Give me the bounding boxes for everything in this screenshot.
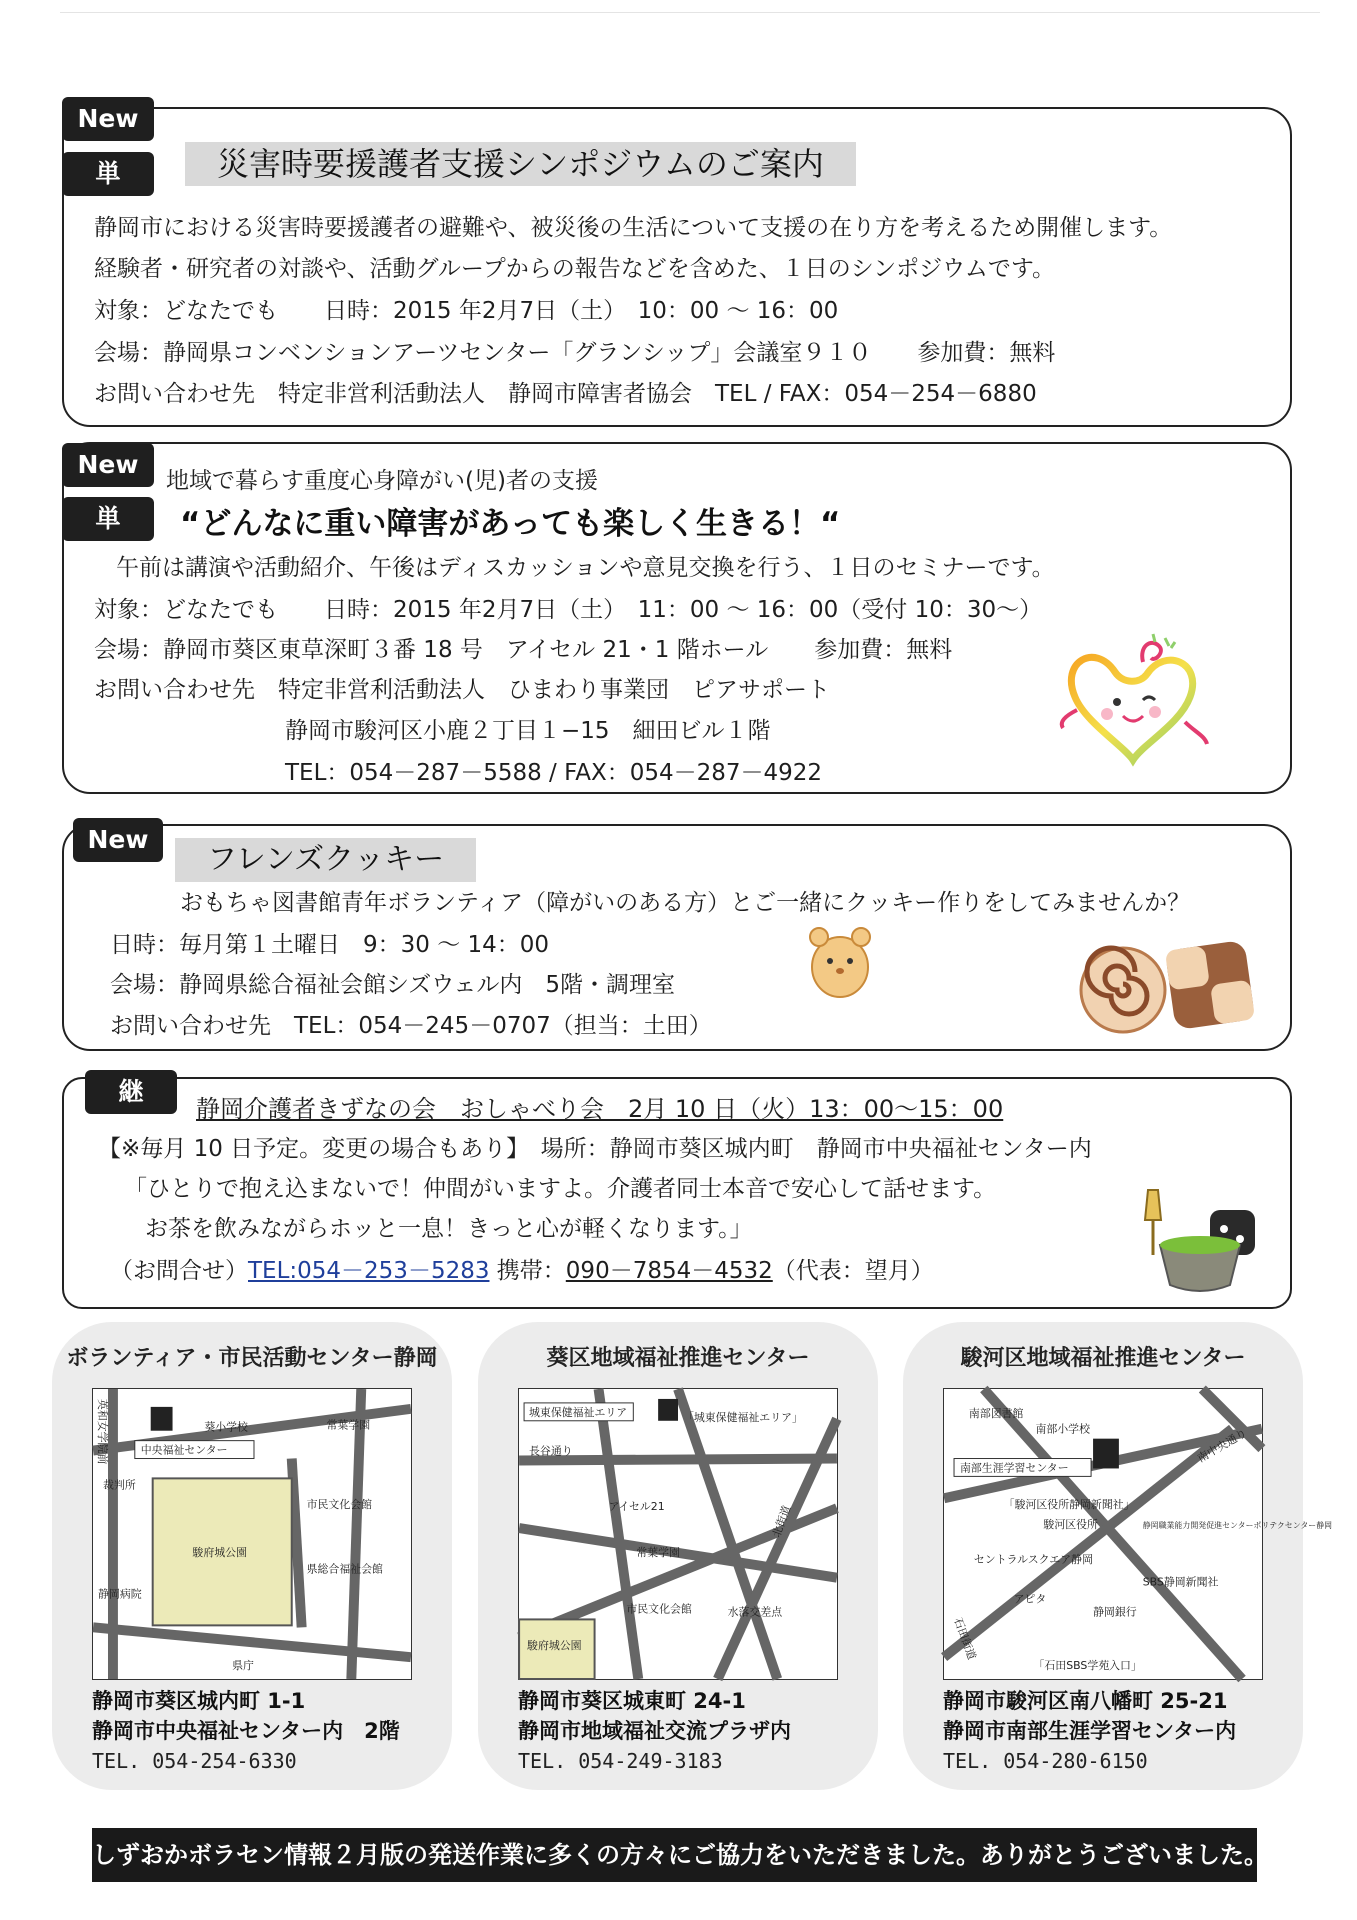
top-rule [60,12,1320,13]
single-event-badge: 単 [62,152,154,196]
map-address-line-2: 静岡市地域福祉交流プラザ内 [518,1719,791,1743]
text-line: 会場：静岡市葵区東草深町３番 18 号 アイセル 21・1 階ホール 参加費：無料 [94,637,953,663]
map-label-area2: 「城東保健福祉エリア」 [682,1410,803,1424]
section-title: 静岡介護者きずなの会 おしゃべり会 2月 10 日（火）13：00～15：00 [196,1095,1004,1123]
footer-thanks-banner: しずおかボラセン情報２月版の発送作業に多くの方々にご協力をいただきました。ありがとうございました。 [92,1828,1257,1882]
map-title: 駿河区地域福祉推進センター [960,1346,1246,1371]
hamster-illustration [805,915,875,1000]
map-card-aoi-center [478,1322,878,1790]
map-label-school: 英和女学院前 [96,1398,110,1465]
text-line: お問い合わせ先 特定非営利活動法人 ひまわり事業団 ピアサポート [94,677,830,703]
text-line: お問い合わせ先 特定非営利活動法人 静岡市障害者協会 TEL / FAX：054－254－6880 [94,381,1037,407]
map-label-court: 裁判所 [103,1478,136,1492]
map-card-suruga-center [903,1322,1333,1790]
map-address-line-2: 静岡市中央福祉センター内 2階 [92,1719,400,1743]
center-building-marker [151,1407,173,1431]
map-label-kencho: 県庁 [232,1659,254,1673]
contact-tel-link[interactable]: TEL:054－253－5283 [248,1258,490,1284]
map-volunteer-center [92,1388,412,1680]
map-address-line-1: 静岡市駿河区南八幡町 25-21 [943,1689,1228,1713]
map-card-volunteer-center [52,1322,452,1790]
text-line: 【※毎月 10 日予定。変更の場合もあり】 場所：静岡市葵区城内町 静岡市中央福祉センター内 [98,1136,1092,1162]
map-label-sbs: SBS静岡新聞社 [1142,1575,1219,1589]
cookies-illustration [1075,930,1265,1040]
map-label-kensogo: 県総合福祉会館 [306,1562,383,1576]
text-line: お問い合わせ先 TEL：054－245－0707（担当：土田） [110,1013,712,1039]
map-address-line-1: 静岡市葵区城東町 24-1 [518,1689,746,1713]
map-aoi-center [518,1388,838,1680]
map-label-nagaya: 長谷通り [529,1444,573,1458]
map-tel: TEL. 054-254-6330 [92,1749,297,1773]
map-label-aicel: アイセル21 [608,1500,665,1514]
map-title: ボランティア・市民活動センター静岡 [66,1346,438,1371]
map-label-polytech: 静岡職業能力開発促進センターポリテクセンター静岡 [1142,1521,1333,1531]
text-line: 経験者・研究者の対談や、活動グループからの報告などを含めた、１日のシンポジウムです。 [94,256,1056,282]
mobile-number: 090－7854－4532 [565,1258,773,1284]
text-line: お茶を飲みながらホッと一息！きっと心が軽くなります。」 [145,1216,753,1242]
map-address-line-2: 静岡市南部生涯学習センター内 [943,1719,1237,1743]
mobile-label: 携帯： [489,1258,566,1284]
map-label-nanbu-center: 南部生涯学習センター [959,1461,1069,1475]
section-title: フレンズクッキー [175,838,476,882]
text-line: 対象：どなたでも 日時：2015 年2月7日（土） 10：00 ～ 16：00 [94,298,839,324]
map-label-central: セントラルスクエア静岡 [973,1552,1093,1566]
map-label-joban: 常葉学園 [636,1545,680,1559]
map-label-bunka: 市民文化会館 [626,1602,692,1616]
map-label-nanbu-lib: 南部図書館 [968,1406,1024,1420]
center-building-marker [658,1399,678,1421]
new-badge: New [62,97,154,141]
map-suruga-center [943,1388,1333,1680]
map-label-bunka: 市民文化会館 [306,1498,373,1512]
contact-prefix: （お問合せ） [110,1258,248,1284]
text-line: 会場：静岡県コンベンションアーツセンター「グランシップ」会議室９１０ 参加費：無料 [94,340,1056,366]
map-label-bus: 「駿河区役所静岡新聞社」 [1003,1498,1135,1512]
text-line: 会場：静岡県総合福祉会館シズウェル内 5階・調理室 [110,972,676,998]
map-tel: TEL. 054-249-3183 [518,1749,723,1773]
map-label-aoi: 葵小学校 [204,1420,248,1434]
map-label-kuyakusho: 駿河区役所 [1043,1518,1098,1532]
map-label-kita: 北街道 [769,1503,794,1539]
section-title: 災害時要援護者支援シンポジウムのご案内 [185,142,856,186]
tea-set-illustration [1130,1185,1265,1300]
map-label-park: 駿府城公園 [192,1545,247,1559]
map-tel: TEL. 054-280-6150 [943,1749,1148,1773]
section-subtitle: 地域で暮らす重度心身障がい(児)者の支援 [166,468,598,494]
text-line: TEL：054－287－5588 / FAX：054－287－4922 [285,760,823,786]
text-line: 日時：毎月第１土曜日 9：30 ～ 14：00 [110,932,550,958]
text-line: 静岡市駿河区小鹿２丁目１−15 細田ビル１階 [285,718,771,744]
map-label-bank: 静岡銀行 [1093,1605,1137,1619]
new-badge: New [73,818,163,862]
contact-suffix: （代表：望月） [772,1258,934,1284]
section-title: “どんなに重い障害があっても楽しく生きる！“ [180,506,841,542]
text-line: 「ひとりで抱え込まないで！仲間がいますよ。介護者同士本音で安心して話せます。 [124,1176,997,1202]
map-label-apita: アピタ [1013,1592,1047,1606]
map-label-mizuochi: 水落交差点 [727,1605,783,1619]
new-badge: New [62,443,154,487]
map-label-sbs-bus: 「石田SBS学苑入口」 [1033,1659,1142,1673]
map-label-ishida: 石田街道 [951,1615,979,1662]
map-label-park: 駿府城公園 [527,1639,582,1653]
continuing-badge: 継 [85,1070,177,1114]
contact-line [110,1255,934,1287]
heart-mascot-illustration [1055,632,1215,782]
map-label-minami: 南中央通り [1195,1426,1250,1466]
map-address-line-1: 静岡市葵区城内町 1-1 [92,1689,306,1713]
text-line: 対象：どなたでも 日時：2015 年2月7日（土） 11：00 ～ 16：00（受付 10：30～） [94,597,1043,623]
text-line: 午前は講演や活動紹介、午後はディスカッションや意見交換を行う、１日のセミナーです。 [116,555,1055,581]
text-line: おもちゃ図書館青年ボランティア（障がいのある方）とご一緒にクッキー作りをしてみませんか？ [180,890,1191,916]
map-label-hospital: 静岡病院 [98,1587,142,1601]
single-event-badge: 単 [62,497,154,541]
text-line: 静岡市における災害時要援護者の避難や、被災後の生活について支援の在り方を考えるため開催します。 [94,215,1173,241]
map-label-joban: 常葉学園 [326,1418,371,1432]
center-building-marker [1093,1439,1119,1469]
map-label-area: 城東保健福祉エリア [529,1405,628,1419]
map-label-center: 中央福祉センター [140,1443,228,1457]
map-label-nanbu-sho: 南部小学校 [1035,1422,1090,1436]
map-title: 葵区地域福祉推進センター [546,1346,810,1371]
